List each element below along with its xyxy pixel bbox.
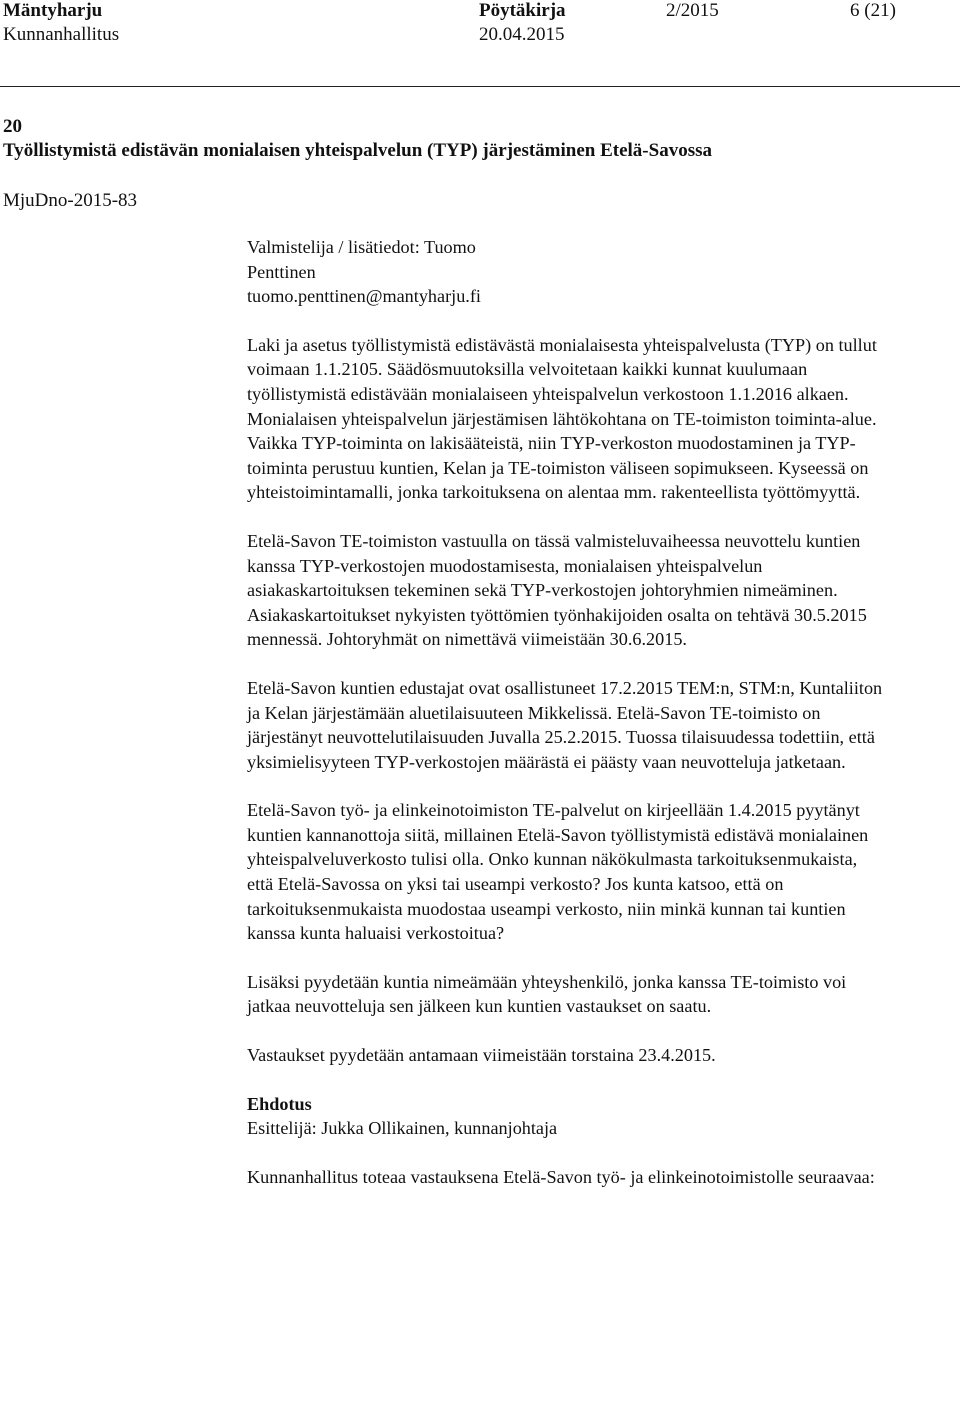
header-doc-number: 2/2015 (666, 0, 719, 21)
paragraph-te-office: Etelä-Savon TE-toimiston vastuulla on tässä valmisteluvaiheessa neuvottelu kuntien kanssa TYP-verkostojen muodostamisesta, monialaisen yhteispalvelun asiakaskartoituksen tekeminen sekä TYP-verkostojen johtoryhmien nimeäminen. Asiakaskartoitukset nykyisten työttömien työnhakijoiden osalta on tehtävä 30.5.2015 mennessä. Johtoryhmät on nimettävä viimeistään 30.6.2015. (247, 530, 867, 650)
preparer-email: tuomo.penttinen@mantyharju.fi (247, 286, 481, 307)
header-municipality: Mäntyharju (3, 0, 103, 21)
header-doc-type: Pöytäkirja (479, 0, 566, 21)
header-divider (0, 86, 960, 87)
section-title: Työllistymistä edistävän monialaisen yhteispalvelun (TYP) järjestäminen Etelä-Savossa (3, 140, 712, 161)
paragraph-contact: Lisäksi pyydetään kuntia nimeämään yhteyshenkilö, jonka kanssa TE-toimisto voi jatkaa neuvotteluja sen jälkeen kun kuntien vastaukset on saatu. (247, 971, 847, 1017)
proposal-text: Kunnanhallitus toteaa vastauksena Etelä-Savon työ- ja elinkeinotoimistolle seuraavaa: (247, 1166, 875, 1187)
section-number: 20 (3, 116, 22, 137)
header-body: Kunnanhallitus (3, 24, 120, 45)
diary-number: MjuDno-2015-83 (3, 190, 138, 211)
preparer-label: Valmistelija / lisätiedot: Tuomo (247, 237, 476, 257)
paragraph-deadline: Vastaukset pyydetään antamaan viimeistään torstaina 23.4.2015. (247, 1045, 716, 1066)
header-page-number: 6 (21) (850, 0, 896, 21)
paragraph-law: Laki ja asetus työllistymistä edistävästä monialaisesta yhteispalvelusta (TYP) on tullut voimaan 1.1.2105. Säädösmuutoksilla velvoitetaan kaikki kunnat kuulumaan työllistymistä edistävään monialaiseen yhteispalvelun verkostoon 1.1.2016 alkaen. Monialaisen yhteispalvelun järjestämisen lähtökohtana on TE-toimiston toiminta-alue. Vaikka TYP-toiminta on lakisääteistä, niin TYP-verkoston muodostaminen ja TYP-toiminta perustuu kuntien, Kelan ja TE-toimiston väliseen sopimukseen. Kyseessä on yhteistoimintamalli, jonka tarkoituksena on alentaa mm. rakenteellista työttömyyttä. (247, 334, 877, 503)
document-body (247, 235, 887, 1189)
header-date: 20.04.2015 (479, 24, 565, 45)
presenter: Esittelijä: Jukka Ollikainen, kunnanjohtaja (247, 1118, 558, 1139)
preparer-name: Penttinen (247, 261, 316, 282)
paragraph-request: Etelä-Savon työ- ja elinkeinotoimiston TE-palvelut on kirjeellään 1.4.2015 pyytänyt kuntien kannanottoja siitä, millainen Etelä-Savon työllistymistä edistävä monialainen yhteispalveluverkosto tulisi olla. Onko kunnan näkökulmasta tarkoituksenmukaista, että Etelä-Savossa on yksi tai useampi verkosto? Jos kunta katsoo, että on tarkoituksenmukaista muodostaa useampi verkosto, niin minkä kunnan tai kuntien kanssa kunta haluaisi verkostoitua? (247, 800, 869, 944)
paragraph-meetings: Etelä-Savon kuntien edustajat ovat osallistuneet 17.2.2015 TEM:n, STM:n, Kuntaliiton ja Kelan järjestämään aluetilaisuuteen Mikkelissä. Etelä-Savon TE-toimisto on järjestänyt neuvottelutilaisuuden Juvalla 25.2.2015. Tuossa tilaisuudessa todettiin, että yksimielisyyteen TYP-verkostojen määrästä ei päästy vaan neuvotteluja jatketaan. (247, 677, 883, 772)
proposal-heading: Ehdotus (247, 1093, 312, 1114)
